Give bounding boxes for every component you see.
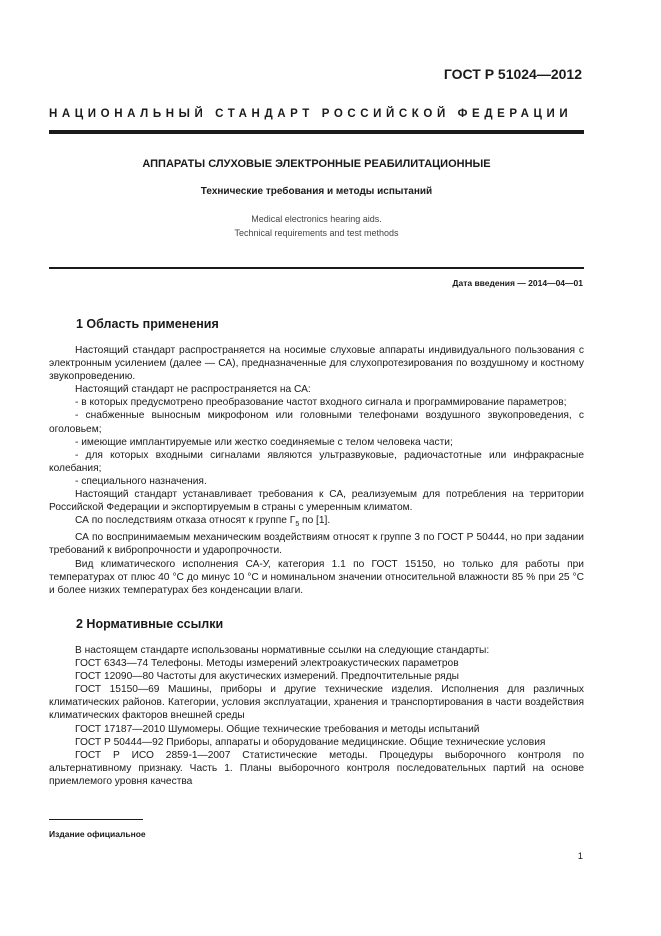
footer-rule: [49, 819, 143, 820]
paragraph: Вид климатического исполнения СА-У, категория 1.1 по ГОСТ 15150, но только для работы при температурах от плюс 40 °С до минус 10 °С и номинальном значении относительной влажности 85 % при 25 °С и более низких температурах без конденсации влаги.: [49, 558, 584, 596]
title-rule: [49, 267, 584, 269]
edition-label: Издание официальное: [49, 829, 146, 839]
list-item: - имеющие имплантируемые или жестко соединяемые с телом человека части;: [75, 436, 453, 448]
list-item: - для которых входными сигналами являются ультразвуковые, радиочастотные или инфракрасные колебания;: [49, 449, 584, 474]
document-subtitle: Технические требования и методы испытаний: [200, 186, 433, 197]
document-title: АППАРАТЫ СЛУХОВЫЕ ЭЛЕКТРОННЫЕ РЕАБИЛИТАЦИОННЫЕ: [142, 158, 491, 170]
reference-item: ГОСТ 6343—74 Телефоны. Методы измерений электроакустических параметров: [75, 658, 459, 670]
reference-item: ГОСТ 15150—69 Машины, приборы и другие технические изделия. Исполнения для различных климатических районов. Категории, условия эксплуатации, хранения и транспортирования в части воздействия климатических факторов внешней среды: [49, 684, 584, 722]
english-title-line2: Technical requirements and test methods: [234, 227, 399, 238]
national-standard-banner: НАЦИОНАЛЬНЫЙ СТАНДАРТ РОССИЙСКОЙ ФЕДЕРАЦИИ: [49, 108, 573, 120]
failure-group-suffix: по [1].: [299, 515, 331, 527]
list-item: - специального назначения.: [75, 475, 207, 487]
header-rule: [49, 130, 584, 134]
paragraph: [49, 514, 584, 531]
reference-item: ГОСТ 12090—80 Частоты для акустических измерений. Предпочтительные ряды: [75, 671, 459, 683]
reference-item: ГОСТ Р 50444—92 Приборы, аппараты и оборудование медицинские. Общие технические условия: [75, 736, 546, 748]
paragraph: Настоящий стандарт устанавливает требования к СА, реализуемым для потребления на территории Российской Федерации и экспортируемым в страны с умеренным климатом.: [49, 489, 584, 514]
page-number: 1: [577, 851, 583, 862]
paragraph: Настоящий стандарт не распространяется на СА:: [75, 384, 311, 396]
section1-heading: 1 Область применения: [76, 317, 219, 331]
section2-body: [49, 644, 584, 788]
reference-item: ГОСТ Р ИСО 2859-1—2007 Статистические методы. Процедуры выборочного контроля по альтернативному признаку. Часть 1. Планы выборочного контроля последовательных партий на основе приемлемого уровня качества: [49, 749, 584, 787]
failure-group-text: СА по последствиям отказа относят к группе Г: [75, 515, 296, 527]
paragraph: СА по воспринимаемым механическим воздействиям относят к группе 3 по ГОСТ Р 50444, но при задании требований к вибропрочности и ударопрочности.: [49, 532, 584, 557]
english-title: [49, 213, 584, 240]
introduction-date: Дата введения — 2014—04—01: [452, 278, 583, 288]
document-code: ГОСТ Р 51024—2012: [443, 66, 582, 82]
reference-item: ГОСТ 17187—2010 Шумомеры. Общие технические требования и методы испытаний: [75, 723, 480, 735]
english-title-line1: Medical electronics hearing aids.: [251, 214, 382, 224]
paragraph: Настоящий стандарт распространяется на носимые слуховые аппараты индивидуального пользования с электронным усилением (далее — СА), предназначенные для слухопротезирования по воздушному и костному звукопроведению.: [49, 345, 584, 383]
section2-heading: 2 Нормативные ссылки: [76, 617, 224, 631]
section1-body: [49, 344, 584, 597]
group-subscript: 5: [295, 521, 300, 529]
paragraph: В настоящем стандарте использованы нормативные ссылки на следующие стандарты:: [75, 645, 490, 656]
list-item: - в которых предусмотрено преобразование частот входного сигнала и программирование параметров;: [75, 397, 567, 409]
list-item: - снабженные выносным микрофоном или головными телефонами воздушного звукопроведения, с оголовьем;: [49, 410, 584, 435]
